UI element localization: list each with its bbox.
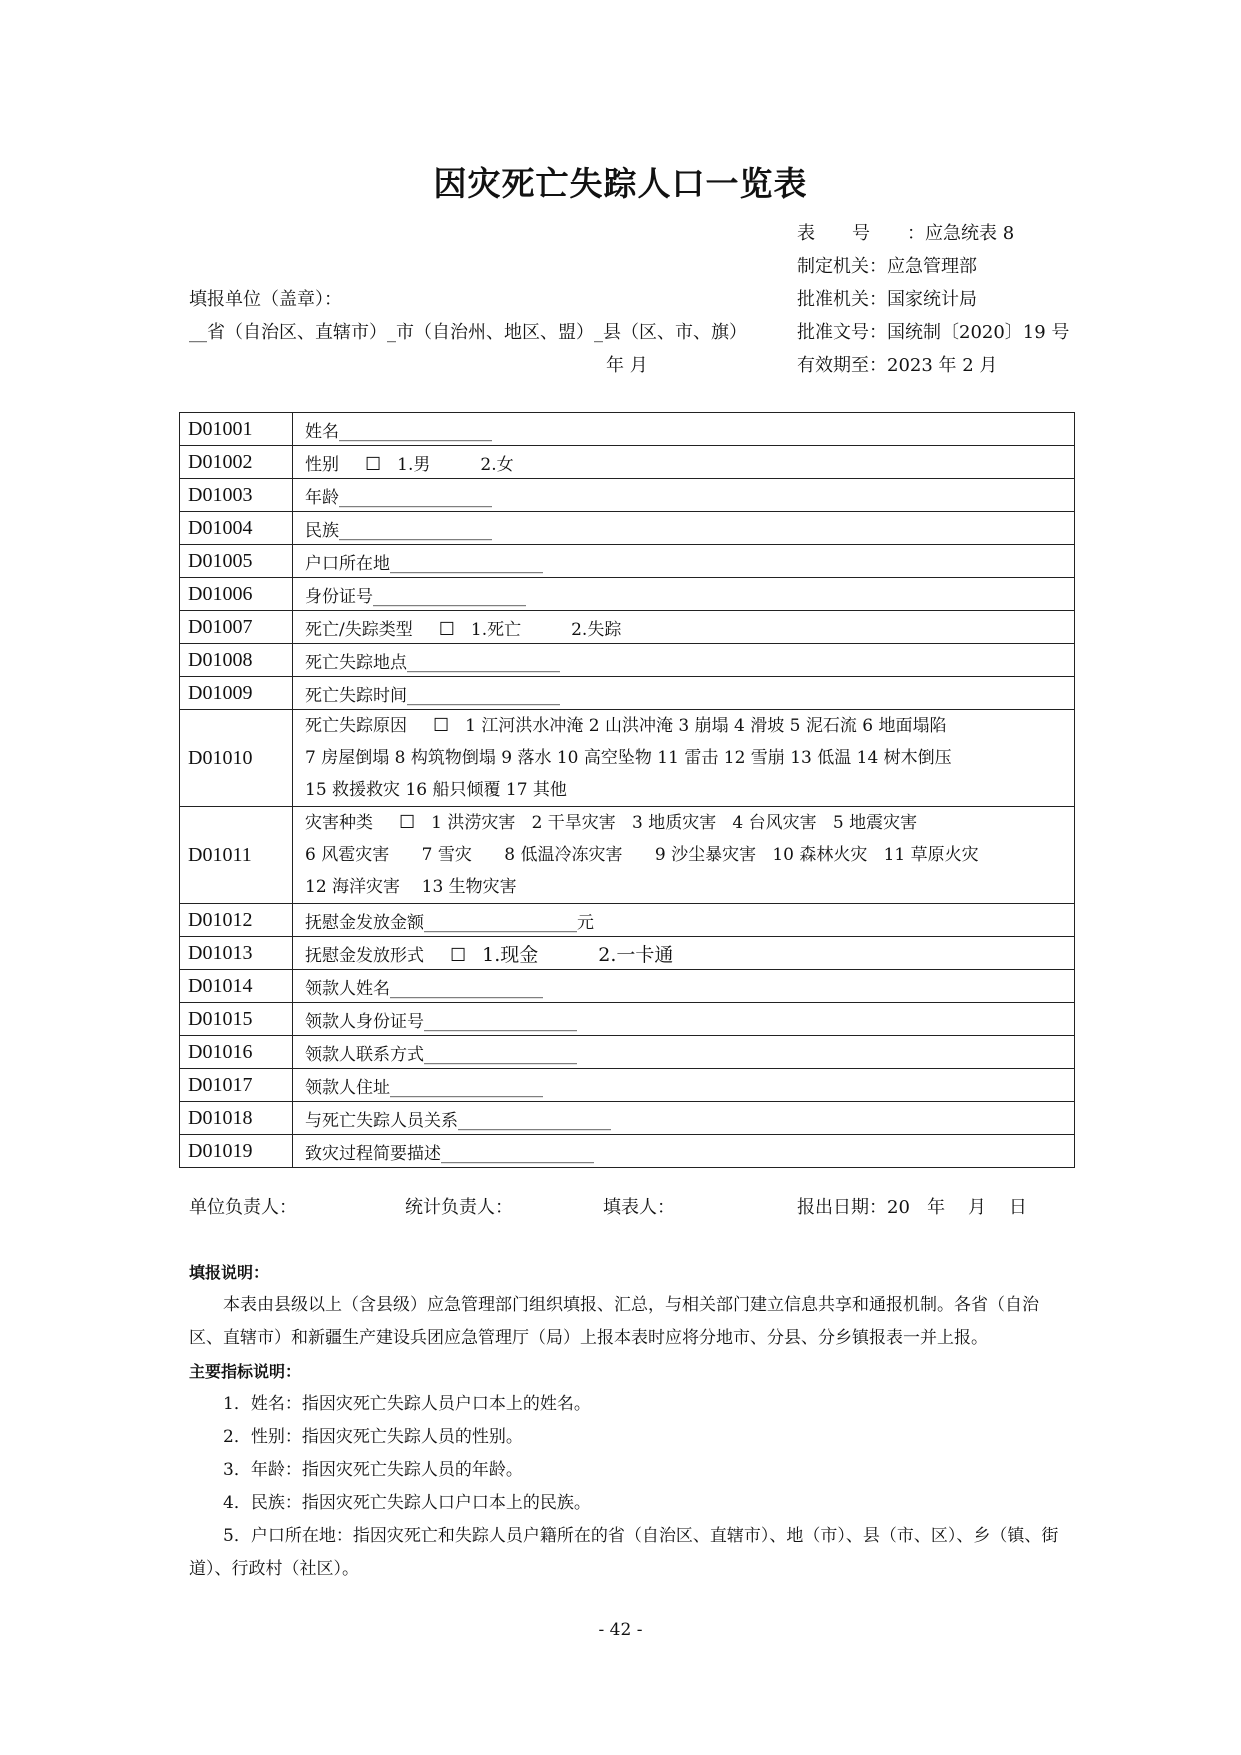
table-row [180, 1135, 1075, 1168]
option-line: 1 洪涝灾害 2 干旱灾害 3 地质灾害 4 台风灾害 5 地震灾害 [431, 813, 918, 833]
table-row [180, 512, 1075, 545]
table-row [180, 1036, 1075, 1069]
row-code: D01003 [180, 479, 293, 512]
row-code: D01001 [180, 413, 293, 446]
table-row [180, 904, 1075, 937]
row-code: D01009 [180, 677, 293, 710]
field-location[interactable]: 死亡失踪地点__________________ [293, 644, 1075, 677]
row-code: D01015 [180, 1003, 293, 1036]
checkbox[interactable]: ☐ [433, 715, 450, 736]
checkbox[interactable]: ☐ [365, 453, 382, 475]
field-payee-name[interactable]: 领款人姓名__________________ [293, 970, 1075, 1003]
option-line: 6 风雹灾害 7 雪灾 8 低温冷冻灾害 9 沙尘暴灾害 10 森林火灾 11 草原火灾 [305, 845, 979, 865]
field-ethnicity[interactable]: 民族__________________ [293, 512, 1075, 545]
row-code: D01014 [180, 970, 293, 1003]
indicators-heading: 主要指标说明： [189, 1362, 302, 1381]
field-name[interactable]: 姓名__________________ [293, 413, 1075, 446]
checkbox[interactable]: ☐ [399, 812, 416, 833]
instructions-text: 本表由县级以上（含县级）应急管理部门组织填报、汇总，与相关部门建立信息共享和通报机制。各省（自治区、直辖市）和新疆生产建设兵团应急管理厅（局）上报本表时应将分地市、分县、分乡镇报表一并上报。 [189, 1295, 1039, 1348]
meta-valid-until: 有效期至：2023 年 2 月 [797, 355, 998, 376]
field-gender[interactable]: 性别 ☐ 1.男 2.女 [293, 446, 1075, 479]
row-code: D01005 [180, 545, 293, 578]
table-row [180, 1102, 1075, 1135]
indicator-item: 5．户口所在地：指因灾死亡和失踪人员户籍所在的省（自治区、直辖市）、地（市）、县（市、区）、乡（镇、街道）、行政村（社区）。 [189, 1526, 1059, 1579]
field-disaster-type[interactable]: 灾害种类 ☐ 1 洪涝灾害 2 干旱灾害 3 地质灾害 4 台风灾害 5 地震灾害 6 风雹灾害 7 雪灾 8 低温冷冻灾害 9 沙尘暴灾害 10 森林火灾 11 草原火灾 12 海洋灾害 13 生物灾害 [293, 807, 1075, 904]
row-code: D01007 [180, 611, 293, 644]
report-period: 年 月 [606, 355, 648, 376]
field-time[interactable]: 死亡失踪时间__________________ [293, 677, 1075, 710]
table-row [180, 611, 1075, 644]
row-code: D01008 [180, 644, 293, 677]
page-title: 因灾死亡失踪人口一览表 [433, 164, 808, 203]
indicator-item: 3．年龄：指因灾死亡失踪人员的年龄。 [223, 1460, 523, 1480]
instructions-heading: 填报说明： [189, 1263, 270, 1282]
report-date-label: 报出日期：20 年 月 日 [797, 1197, 1027, 1218]
indicator-item: 2．性别：指因灾死亡失踪人员的性别。 [223, 1427, 523, 1447]
region-line: __省（自治区、直辖市）_市（自治州、地区、盟）_县（区、市、旗） [189, 322, 747, 343]
option: 2.女 [480, 454, 514, 475]
table-row [180, 1069, 1075, 1102]
row-code: D01017 [180, 1069, 293, 1102]
row-code: D01019 [180, 1135, 293, 1168]
row-code: D01012 [180, 904, 293, 937]
row-code: D01002 [180, 446, 293, 479]
option-line: 12 海洋灾害 13 生物灾害 [305, 877, 517, 897]
option: 1.男 [397, 454, 431, 475]
indicator-item: 1．姓名：指因灾死亡失踪人员户口本上的姓名。 [223, 1394, 591, 1414]
table-row [180, 578, 1075, 611]
form-table [179, 412, 1075, 1168]
table-row [180, 970, 1075, 1003]
row-code: D01006 [180, 578, 293, 611]
row-code: D01018 [180, 1102, 293, 1135]
table-row [180, 937, 1075, 970]
field-payee-id[interactable]: 领款人身份证号__________________ [293, 1003, 1075, 1036]
field-household-registration[interactable]: 户口所在地__________________ [293, 545, 1075, 578]
checkbox[interactable]: ☐ [450, 944, 467, 966]
field-death-missing-type[interactable]: 死亡/失踪类型 ☐ 1.死亡 2.失踪 [293, 611, 1075, 644]
stat-head-label: 统计负责人： [405, 1197, 513, 1218]
table-row [180, 1003, 1075, 1036]
indicator-item: 4．民族：指因灾死亡失踪人口户口本上的民族。 [223, 1493, 591, 1513]
field-age[interactable]: 年龄__________________ [293, 479, 1075, 512]
table-row [180, 545, 1075, 578]
row-code: D01010 [180, 710, 293, 807]
field-description[interactable]: 致灾过程简要描述__________________ [293, 1135, 1075, 1168]
page-number: - 42 - [598, 1620, 643, 1640]
field-relationship[interactable]: 与死亡失踪人员关系__________________ [293, 1102, 1075, 1135]
table-row [180, 413, 1075, 446]
table-row [180, 479, 1075, 512]
table-row [180, 644, 1075, 677]
filling-instructions [189, 1256, 1069, 1586]
option-line: 7 房屋倒塌 8 构筑物倒塌 9 落水 10 高空坠物 11 雷击 12 雪崩 13 低温 14 树木倒压 [305, 748, 952, 768]
meta-form-number: 表号：应急统表 8 [797, 223, 1015, 244]
option-line: 15 救援救灾 16 船只倾覆 17 其他 [305, 780, 567, 800]
field-compensation-form[interactable]: 抚慰金发放形式 ☐ 1.现金 2.一卡通 [293, 937, 1075, 970]
option: 2.一卡通 [598, 943, 674, 966]
option-line: 1 江河洪水冲淹 2 山洪冲淹 3 崩塌 4 滑坡 5 泥石流 6 地面塌陷 [465, 716, 947, 736]
row-code: D01016 [180, 1036, 293, 1069]
field-payee-address[interactable]: 领款人住址__________________ [293, 1069, 1075, 1102]
meta-approving-authority: 批准机关：国家统计局 [797, 289, 977, 310]
row-code: D01004 [180, 512, 293, 545]
meta-issuing-authority: 制定机关：应急管理部 [797, 256, 977, 277]
filler-label: 填表人： [603, 1197, 675, 1218]
row-code: D01011 [180, 807, 293, 904]
meta-approval-number: 批准文号：国统制〔2020〕19 号 [797, 322, 1070, 343]
option: 1.现金 [482, 943, 539, 966]
unit-head-label: 单位负责人： [189, 1197, 297, 1218]
field-id-number[interactable]: 身份证号__________________ [293, 578, 1075, 611]
row-code: D01013 [180, 937, 293, 970]
table-row [180, 446, 1075, 479]
checkbox[interactable]: ☐ [438, 618, 455, 640]
field-compensation-amount[interactable]: 抚慰金发放金额__________________元 [293, 904, 1075, 937]
option: 2.失踪 [571, 619, 622, 640]
option: 1.死亡 [470, 619, 522, 640]
field-payee-contact[interactable]: 领款人联系方式__________________ [293, 1036, 1075, 1069]
table-row [180, 710, 1075, 807]
table-row [180, 807, 1075, 904]
table-row [180, 677, 1075, 710]
field-cause[interactable]: 死亡失踪原因 ☐ 1 江河洪水冲淹 2 山洪冲淹 3 崩塌 4 滑坡 5 泥石流 6 地面塌陷 7 房屋倒塌 8 构筑物倒塌 9 落水 10 高空坠物 11 雷击 12 雪崩 13 低温 14 树木倒压 15 救援救灾 16 船只倾覆 17 其他 [293, 710, 1075, 807]
reporting-unit-label: 填报单位（盖章）： [189, 289, 342, 310]
